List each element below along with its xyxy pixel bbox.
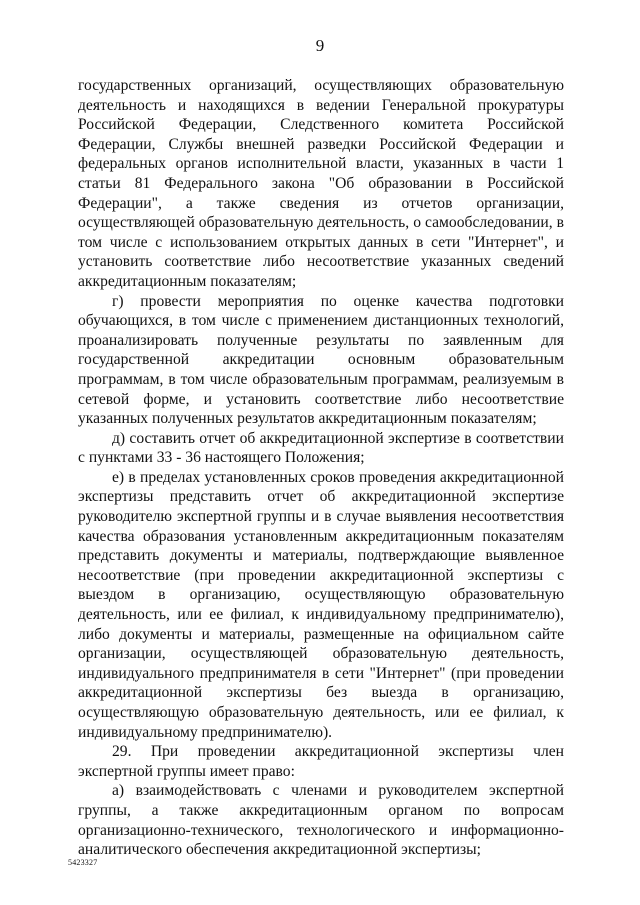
page-number: 9 [315,36,325,55]
paragraph-item-g: г) провести мероприятия по оценке качества подготовки обучающихся, в том числе с применением дистанционных технологий, проанализировать полученные результаты по заявленным для государственной аккредитации основным образовательным программам, в том числе образовательным программам, реализуемым в сетевой форме, и установить соответствие либо несоответствие указанных полученных результатов аккредитационным показателям; [78,292,564,428]
document-body [78,76,564,860]
paragraph-continuation: государственных организаций, осуществляющих образовательную деятельность и находящихся в ведении Генеральной прокуратуры Российской Федерации, Следственного комитета Российской Федерации, Службы внешней разведки Российской Федерации и федеральных органов исполнительной власти, указанных в части 1 статьи 81 Федерального закона "Об образовании в Российской Федерации", а также сведения из отчетов организации, осуществляющей образовательную деятельность, о самообследовании, в том числе с использованием открытых данных в сети "Интернет", и установить соответствие либо несоответствие указанных сведений аккредитационным показателям; [78,77,564,290]
paragraph-item-a: а) взаимодействовать с членами и руководителем экспертной группы, а также аккредитационным органом по вопросам организационно-технического, технологического и информационно-аналитического обеспечения аккредитационной экспертизы; [78,782,564,859]
paragraph-clause-29: 29. При проведении аккредитационной экспертизы член экспертной группы имеет право: [78,743,564,780]
document-code: 5423327 [68,858,98,867]
paragraph-item-d: д) составить отчет об аккредитационной экспертизе в соответствии с пунктами 33 - 36 настоящего Положения; [78,429,564,467]
paragraph-item-e: е) в пределах установленных сроков проведения аккредитационной экспертизы представить отчет об аккредитационной экспертизе руководителю экспертной группы и в случае выявления несоответствия качества образования установленным аккредитационным показателям представить документы и материалы, подтверждающие выявленное несоответствие (при проведении аккредитационной экспертизы с выездом в организацию, осуществляющую образовательную деятельность, или ее филиал, к индивидуальному предпринимателю), либо документы и материалы, размещенные на официальном сайте организации, осуществляющей образовательную деятельность, индивидуального предпринимателя в сети "Интернет" (при проведении аккредитационной экспертизы без выезда в организацию, осуществляющую образовательную деятельность, или ее филиал, к индивидуальному предпринимателю). [78,468,564,741]
